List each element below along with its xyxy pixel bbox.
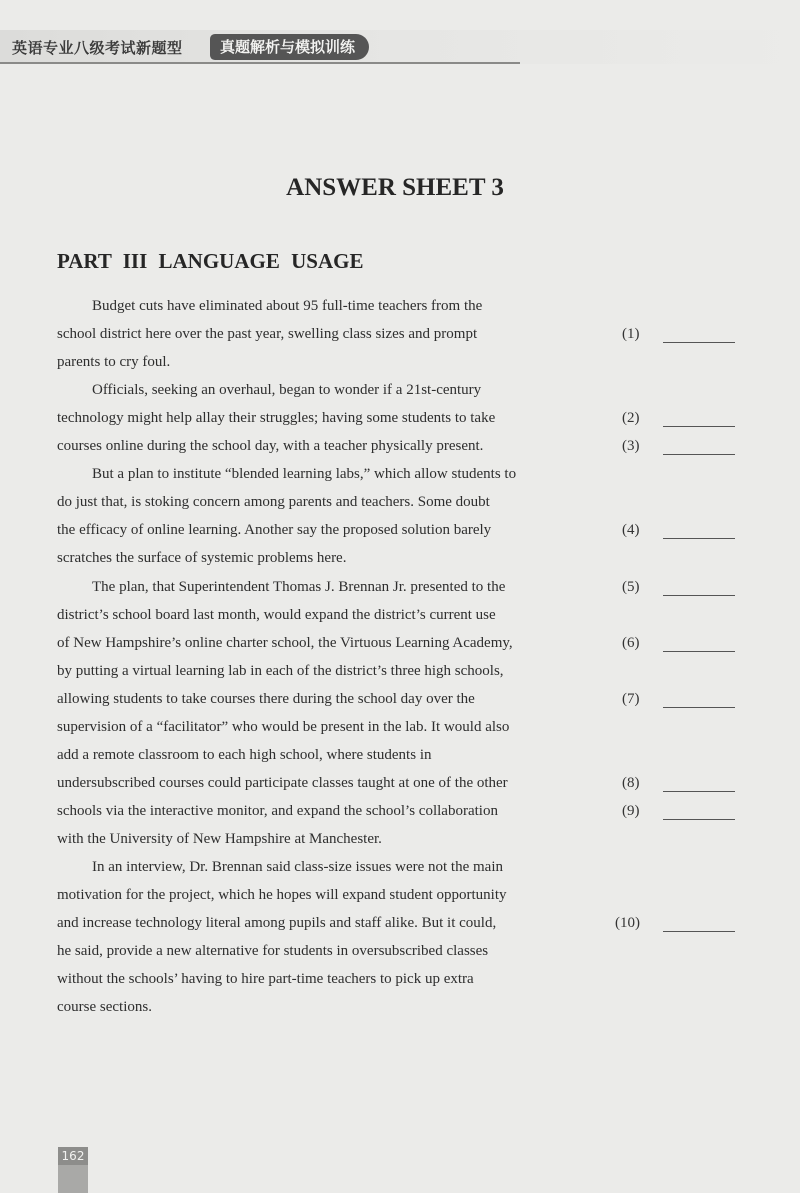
passage-line: he said, provide a new alternative for students in oversubscribed classes	[57, 943, 489, 959]
answer-number: (4)	[622, 522, 640, 538]
answer-blank[interactable]	[663, 707, 735, 708]
answer-blank[interactable]	[663, 791, 735, 792]
passage-line: of New Hampshire’s online charter school, the Virtuous Learning Academy,	[57, 635, 513, 651]
passage-line: scratches the surface of systemic problems here.	[57, 550, 347, 566]
passage-line: schools via the interactive monitor, and expand the school’s collaboration	[57, 803, 498, 819]
book-title: 英语专业八级考试新题型	[12, 39, 183, 57]
passage-line: with the University of New Hampshire at Manchester.	[57, 831, 382, 847]
passage-line: The plan, that Superintendent Thomas J. Brennan Jr. presented to the	[92, 579, 506, 595]
passage-line: technology might help allay their struggles; having some students to take	[57, 410, 496, 426]
book-subtitle-badge: 真题解析与模拟训练	[210, 34, 369, 60]
answer-blank[interactable]	[663, 651, 735, 652]
header-rule	[0, 62, 520, 64]
passage-line: allowing students to take courses there during the school day over the	[57, 691, 475, 707]
passage-line: Budget cuts have eliminated about 95 full-time teachers from the	[92, 298, 483, 314]
passage-line: do just that, is stoking concern among parents and teachers. Some doubt	[57, 494, 490, 510]
answer-number: (1)	[622, 326, 640, 342]
answer-number: (2)	[622, 410, 640, 426]
answer-number: (9)	[622, 803, 640, 819]
passage-line: and increase technology literal among pupils and staff alike. But it could,	[57, 915, 497, 931]
passage-line: Officials, seeking an overhaul, began to wonder if a 21st-century	[92, 382, 482, 398]
answer-number: (5)	[622, 579, 640, 595]
passage-line: without the schools’ having to hire part-time teachers to pick up extra	[57, 971, 474, 987]
passage-line: the efficacy of online learning. Another say the proposed solution barely	[57, 522, 492, 538]
answer-blank[interactable]	[663, 819, 735, 820]
passage-line: course sections.	[57, 999, 152, 1015]
passage-line: But a plan to institute “blended learning labs,” which allow students to	[92, 466, 517, 482]
page-number: 162	[58, 1147, 88, 1165]
passage-line: by putting a virtual learning lab in each of the district’s three high schools,	[57, 663, 504, 679]
answer-number: (7)	[622, 691, 640, 707]
sheet-title: ANSWER SHEET 3	[286, 174, 504, 201]
answer-number: (6)	[622, 635, 640, 651]
passage-line: supervision of a “facilitator” who would be present in the lab. It would also	[57, 719, 510, 735]
answer-blank[interactable]	[663, 426, 735, 427]
passage-line: school district here over the past year, swelling class sizes and prompt	[57, 326, 478, 342]
passage-line: motivation for the project, which he hopes will expand student opportunity	[57, 887, 507, 903]
answer-number: (3)	[622, 438, 640, 454]
answer-blank[interactable]	[663, 931, 735, 932]
passage-line: parents to cry foul.	[57, 354, 171, 370]
answer-blank[interactable]	[663, 538, 735, 539]
passage-line: undersubscribed courses could participate classes taught at one of the other	[57, 775, 508, 791]
passage-line: district’s school board last month, would expand the district’s current use	[57, 607, 496, 623]
answer-blank[interactable]	[663, 595, 735, 596]
answer-number: (10)	[615, 915, 640, 931]
page-edge-strip	[58, 1165, 88, 1193]
passage-line: add a remote classroom to each high school, where students in	[57, 747, 432, 763]
passage-line: courses online during the school day, with a teacher physically present.	[57, 438, 484, 454]
answer-blank[interactable]	[663, 454, 735, 455]
passage-line: In an interview, Dr. Brennan said class-size issues were not the main	[92, 859, 503, 875]
answer-number: (8)	[622, 775, 640, 791]
answer-blank[interactable]	[663, 342, 735, 343]
part-title: PART III LANGUAGE USAGE	[57, 249, 364, 273]
